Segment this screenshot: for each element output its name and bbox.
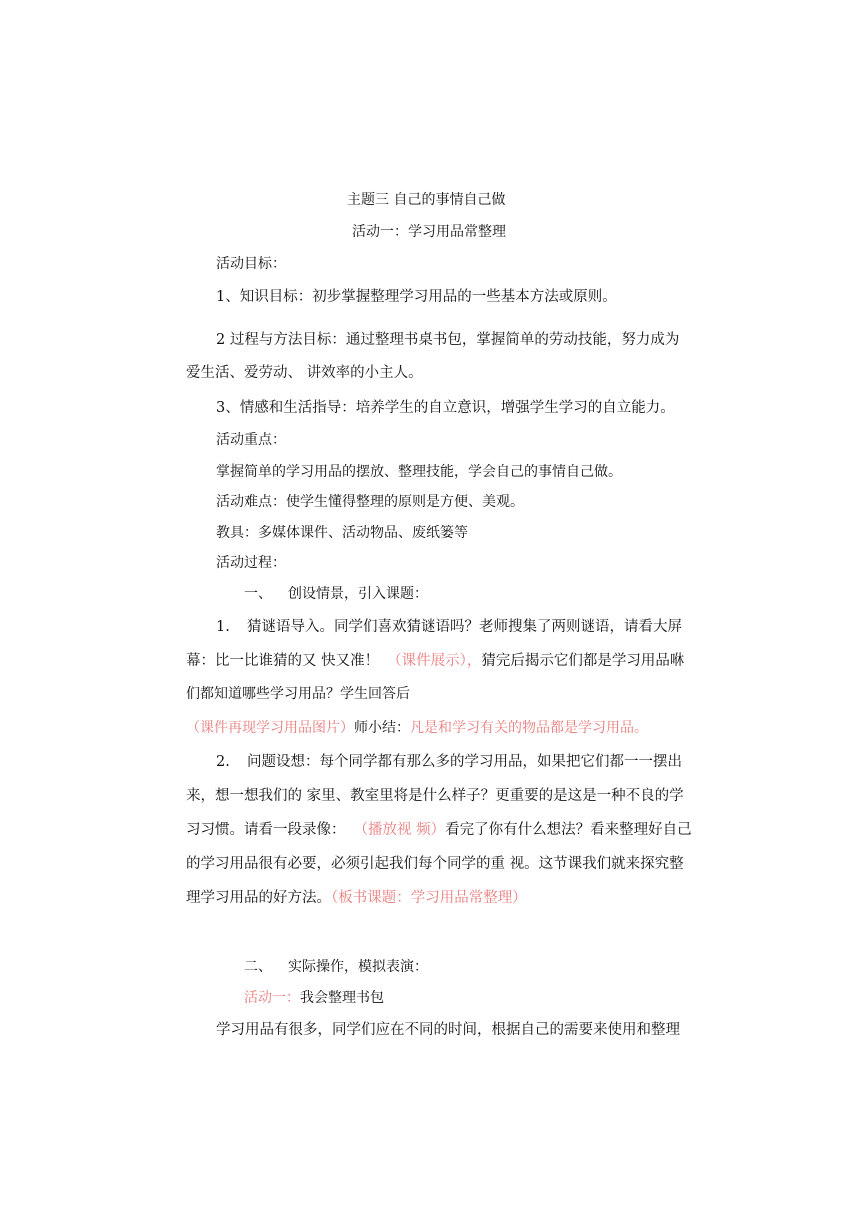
item-1-line-3: 们都知道哪些学习用品？学生回答后 — [186, 686, 410, 702]
teacher-summary-text: 凡是和学习有关的物品都是学习用品。 — [410, 720, 648, 736]
play-video-note: （播放视 频） — [353, 822, 446, 838]
last-paragraph-line: 学习用品有很多，同学们应在不同的时间，根据自己的需要来使用和整理 — [216, 1022, 680, 1038]
item-1-line-2-rest: 猜完后揭示它们都是学习用品咻 — [481, 653, 685, 669]
item-2-line-3-text: 习习惯。请看一段录像： — [186, 822, 346, 838]
item-2-number: 2. — [216, 754, 230, 770]
section-2-title: 实际操作，模拟表演： — [288, 959, 428, 975]
item-2-line-1: 问题设想：每个同学都有那么多的学习用品，如果把它们都一一摆出 — [247, 754, 682, 770]
goal-2-line-1: 2 过程与方法目标：通过整理书桌书包，掌握简单的劳动技能，努力成为 — [216, 332, 680, 348]
item-1-line-2-text: 幕：比一比谁猜的又 快又准！ — [186, 653, 380, 669]
process-heading: 活动过程： — [216, 555, 286, 571]
section-1-title: 创设情景，引入课题： — [288, 586, 428, 602]
item-2-line-3 — [186, 820, 692, 840]
activity-1-label: 活动一： — [244, 990, 300, 1006]
goals-heading: 活动目标： — [216, 256, 286, 272]
tools-text: 教具：多媒体课件、活动物品、废纸篓等 — [216, 525, 468, 541]
item-2-line-2: 来，想一想我们的 家里、教室里将是什么样子？更重要的是这是一种不良的学 — [186, 788, 684, 804]
difficulty-text: 活动难点：使学生懂得整理的原则是方便、美观。 — [216, 494, 524, 510]
courseware-display-note: （课件展示）， — [387, 653, 482, 669]
activity-1-line — [244, 988, 384, 1008]
key-text: 掌握简单的学习用品的摆放、整理技能，学会自己的事情自己做。 — [216, 464, 622, 480]
item-1-line-4 — [186, 718, 648, 738]
document-title: 主题三 自己的事情自己做 — [347, 192, 506, 208]
goal-1: 1、知识目标：初步掌握整理学习用品的一些基本方法或原则。 — [216, 289, 617, 305]
key-heading: 活动重点： — [216, 432, 286, 448]
section-2-number: 二、 — [244, 959, 272, 975]
document-subtitle: 活动一：学习用品常整理 — [352, 224, 506, 240]
item-1-number: 1. — [216, 619, 230, 635]
goal-2-line-2: 爱生活、爱劳动、 讲效率的小主人。 — [186, 365, 423, 381]
item-2-line-5-text: 理学习用品的好方法。 — [186, 890, 331, 906]
item-1-line-1: 猜谜语导入。同学们喜欢猜谜语吗？老师搜集了两则谜语，请看大屏 — [247, 619, 682, 635]
section-1-number: 一、 — [244, 586, 272, 602]
teacher-summary-label: 师小结： — [354, 720, 410, 736]
item-2-line-3-rest: 看完了你有什么想法？看来整理好自己 — [445, 822, 692, 838]
courseware-images-note: （课件再现学习用品图片） — [186, 720, 354, 736]
goal-3: 3、情感和生活指导：培养学生的自立意识，增强学生学习的自立能力。 — [216, 400, 675, 416]
item-2-line-4: 的学习用品很有必要，必须引起我们每个同学的重 视。这节课我们就来探究整 — [186, 856, 684, 872]
activity-1-title: 我会整理书包 — [300, 990, 384, 1006]
item-1-line-2 — [186, 651, 684, 671]
blackboard-title-note: （板书课题：学习用品常整理） — [331, 890, 527, 906]
item-2-line-5 — [186, 888, 527, 908]
